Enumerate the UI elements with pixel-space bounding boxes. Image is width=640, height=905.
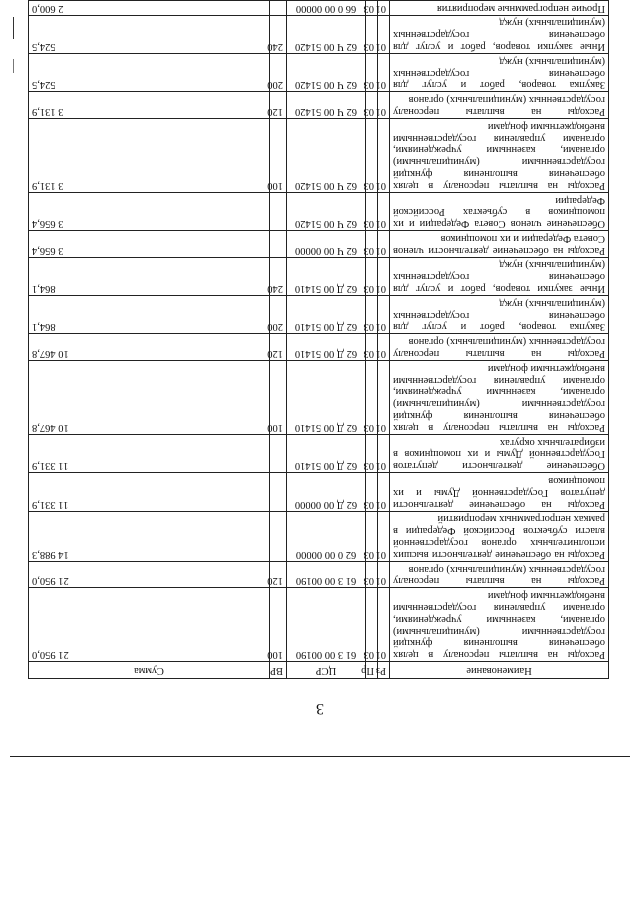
table-row xyxy=(29,296,609,334)
cell-csr: 62 Ч 00 51420 xyxy=(287,118,366,192)
cell-csr: 62 Ч 00 51420 xyxy=(287,15,366,53)
cell-pr: 03 xyxy=(366,231,378,258)
cell-rz: 01 xyxy=(378,53,390,91)
cell-name: Расходы на обеспечение деятельности высших исполнительных органов государственной власти субъектов Российской Федерации в рамках непрограммных мероприятий xyxy=(390,511,609,561)
cell-rz: 01 xyxy=(378,92,390,119)
cell-sum: 864,1 xyxy=(29,257,270,295)
cell-sum: 3 131,9 xyxy=(29,118,270,192)
cell-sum: 11 331,9 xyxy=(29,473,270,511)
header-rz: Рз xyxy=(378,662,390,679)
cell-csr: 62 Д 00 51410 xyxy=(287,334,366,361)
cell-rz: 01 xyxy=(378,118,390,192)
cell-vr xyxy=(270,511,287,561)
cell-name: Расходы на выплаты персоналу государственных (муниципальных) органов xyxy=(390,92,609,119)
scan-edge-mark xyxy=(13,17,14,39)
cell-csr: 61 3 00 00190 xyxy=(287,588,366,662)
cell-vr xyxy=(270,231,287,258)
cell-vr: 100 xyxy=(270,588,287,662)
table-row xyxy=(29,561,609,588)
cell-rz: 01 xyxy=(378,473,390,511)
cell-pr: 03 xyxy=(366,192,378,230)
table-row xyxy=(29,257,609,295)
cell-name: Расходы на выплаты персоналу государственных (муниципальных) органов xyxy=(390,561,609,588)
header-name: Наименование xyxy=(390,662,609,679)
cell-rz: 01 xyxy=(378,334,390,361)
table-row xyxy=(29,53,609,91)
cell-pr: 03 xyxy=(366,511,378,561)
header-rule xyxy=(10,756,630,757)
cell-sum: 21 950,0 xyxy=(29,588,270,662)
cell-rz: 01 xyxy=(378,434,390,472)
cell-vr: 100 xyxy=(270,118,287,192)
table-row xyxy=(29,334,609,361)
cell-csr: 61 3 00 00190 xyxy=(287,561,366,588)
cell-rz: 01 xyxy=(378,0,390,15)
cell-pr: 03 xyxy=(366,92,378,119)
cell-csr: 62 Д 00 51410 xyxy=(287,296,366,334)
table-row xyxy=(29,473,609,511)
cell-csr: 62 Ч 00 51420 xyxy=(287,53,366,91)
cell-sum: 10 467,8 xyxy=(29,361,270,435)
cell-name: Расходы на выплаты персоналу в целях обеспечения выполнения функций государственными (муниципальными) органами, казенными учреждениями, органами управления государственными внебюджетными фондами xyxy=(390,118,609,192)
cell-rz: 01 xyxy=(378,561,390,588)
cell-vr: 240 xyxy=(270,15,287,53)
cell-pr: 03 xyxy=(366,296,378,334)
table-row xyxy=(29,511,609,561)
cell-sum: 524,5 xyxy=(29,53,270,91)
cell-vr: 120 xyxy=(270,561,287,588)
cell-rz: 01 xyxy=(378,511,390,561)
cell-vr xyxy=(270,473,287,511)
cell-name: Обеспечение деятельности депутатов Государственной Думы и их помощников в избирательных округах xyxy=(390,434,609,472)
cell-sum: 2 600,0 xyxy=(29,0,270,15)
header-pr: Пр xyxy=(366,662,378,679)
scan-edge-mark xyxy=(13,59,14,73)
cell-name: Закупка товаров, работ и услуг для обеспечения государственных (муниципальных) нужд xyxy=(390,296,609,334)
cell-pr: 03 xyxy=(366,361,378,435)
cell-vr: 200 xyxy=(270,53,287,91)
table-row xyxy=(29,231,609,258)
cell-name: Расходы на обеспечение деятельности членов Совета Федерации и их помощников xyxy=(390,231,609,258)
cell-vr xyxy=(270,0,287,15)
cell-sum: 21 950,0 xyxy=(29,561,270,588)
cell-pr: 03 xyxy=(366,53,378,91)
cell-name: Обеспечение членов Совета Федерации и их помощников в субъектах Российской Федерации xyxy=(390,192,609,230)
cell-sum: 3 131,9 xyxy=(29,92,270,119)
page-number: 3 xyxy=(316,700,324,717)
header-csr: ЦСР xyxy=(287,662,366,679)
cell-sum: 3 656,4 xyxy=(29,231,270,258)
cell-rz: 01 xyxy=(378,296,390,334)
cell-vr xyxy=(270,434,287,472)
cell-sum: 524,5 xyxy=(29,15,270,53)
cell-csr: 62 Ч 00 00000 xyxy=(287,231,366,258)
table-row xyxy=(29,15,609,53)
cell-sum: 864,1 xyxy=(29,296,270,334)
cell-pr: 03 xyxy=(366,473,378,511)
header-vr: ВР xyxy=(270,662,287,679)
cell-pr: 03 xyxy=(366,588,378,662)
cell-csr: 66 0 00 00000 xyxy=(287,0,366,15)
cell-vr: 240 xyxy=(270,257,287,295)
table-row xyxy=(29,0,609,15)
cell-pr: 03 xyxy=(366,118,378,192)
cell-name: Закупка товаров, работ и услуг для обеспечения государственных (муниципальных) нужд xyxy=(390,53,609,91)
cell-csr: 62 Д 00 51410 xyxy=(287,257,366,295)
cell-rz: 01 xyxy=(378,361,390,435)
cell-sum: 11 331,9 xyxy=(29,434,270,472)
cell-vr: 120 xyxy=(270,92,287,119)
cell-rz: 01 xyxy=(378,231,390,258)
cell-name: Иные закупки товаров, работ и услуг для обеспечения государственных (муниципальных) нужд xyxy=(390,15,609,53)
cell-name: Расходы на выплаты персоналу в целях обеспечения выполнения функций государственными (муниципальными) органами, казенными учреждениями, органами управления государственными внебюджетными фондами xyxy=(390,361,609,435)
cell-csr: 62 Ч 00 51420 xyxy=(287,192,366,230)
table-body xyxy=(29,0,609,662)
cell-csr: 62 Ч 00 51420 xyxy=(287,92,366,119)
cell-pr: 03 xyxy=(366,257,378,295)
cell-csr: 62 0 00 00000 xyxy=(287,511,366,561)
cell-pr: 03 xyxy=(366,0,378,15)
cell-name: Иные закупки товаров, работ и услуг для обеспечения государственных (муниципальных) нужд xyxy=(390,257,609,295)
table-row xyxy=(29,192,609,230)
cell-pr: 03 xyxy=(366,434,378,472)
cell-csr: 62 Д 00 51410 xyxy=(287,434,366,472)
cell-pr: 03 xyxy=(366,334,378,361)
cell-sum: 10 467,8 xyxy=(29,334,270,361)
cell-name: Прочие непрограммные мероприятия xyxy=(390,0,609,15)
cell-vr: 120 xyxy=(270,334,287,361)
table-row xyxy=(29,434,609,472)
cell-pr: 03 xyxy=(366,561,378,588)
cell-vr: 100 xyxy=(270,361,287,435)
cell-rz: 01 xyxy=(378,15,390,53)
cell-vr xyxy=(270,192,287,230)
table-row xyxy=(29,361,609,435)
table-row xyxy=(29,92,609,119)
cell-rz: 01 xyxy=(378,588,390,662)
header-sum: Сумма xyxy=(29,662,270,679)
table-row xyxy=(29,118,609,192)
cell-rz: 01 xyxy=(378,257,390,295)
cell-name: Расходы на выплаты персоналу государственных (муниципальных) органов xyxy=(390,334,609,361)
cell-name: Расходы на обеспечение деятельности депутатов Государственной Думы и их помощников xyxy=(390,473,609,511)
cell-csr: 62 Д 00 00000 xyxy=(287,473,366,511)
cell-csr: 62 Д 00 51410 xyxy=(287,361,366,435)
cell-name: Расходы на выплаты персоналу в целях обеспечения выполнения функций государственными (муниципальными) органами, казенными учреждениями, органами управления государственными внебюджетными фондами xyxy=(390,588,609,662)
table-header-row xyxy=(29,662,609,679)
cell-pr: 03 xyxy=(366,15,378,53)
cell-sum: 3 656,4 xyxy=(29,192,270,230)
budget-table xyxy=(28,0,609,679)
cell-sum: 14 988,3 xyxy=(29,511,270,561)
cell-rz: 01 xyxy=(378,192,390,230)
cell-vr: 200 xyxy=(270,296,287,334)
table-row xyxy=(29,588,609,662)
